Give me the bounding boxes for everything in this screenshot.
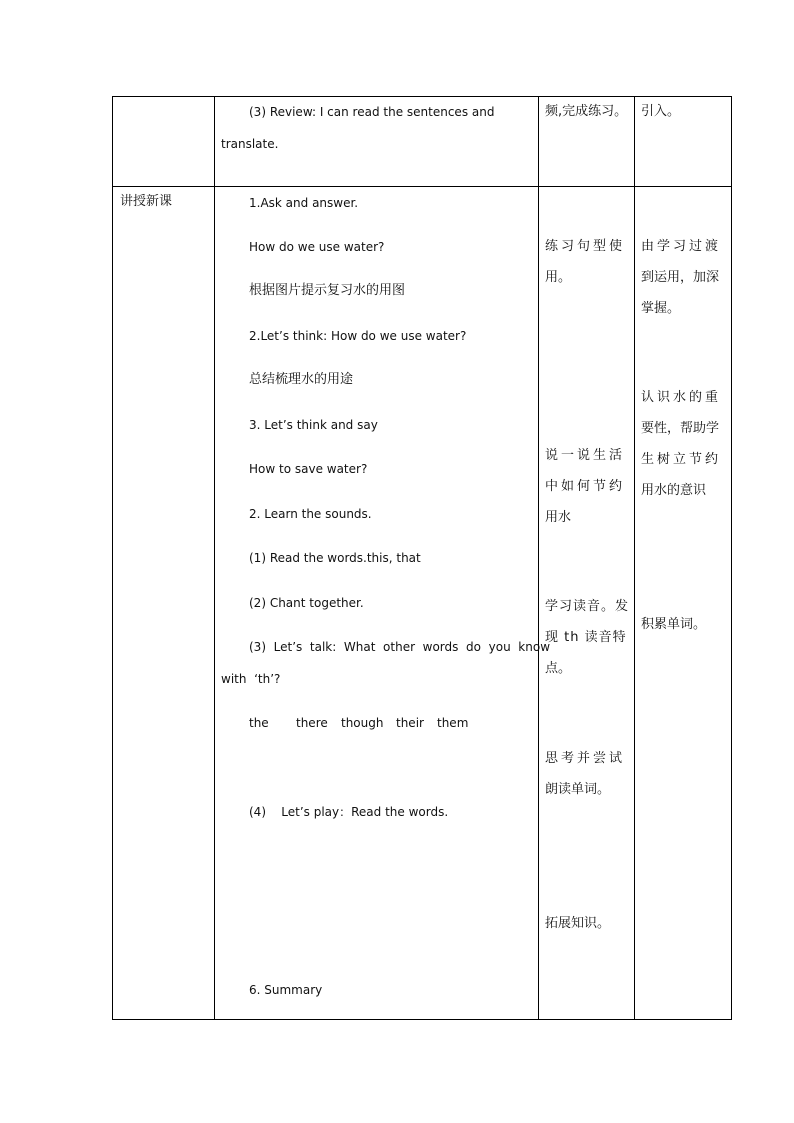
content-line: 2.Let’s think: How do we use water?: [249, 329, 467, 343]
content-line: (3) Let’s talk: What other words do you know: [249, 640, 551, 654]
content-line: 6. Summary: [249, 983, 323, 997]
activity-line: 用。: [545, 270, 572, 285]
row-divider: [112, 186, 732, 187]
activity-line: 拓展知识。: [545, 916, 611, 931]
activity-line: 现 th 读音特: [545, 630, 627, 645]
intent-line: 认识水的重: [641, 390, 722, 405]
th-word: though: [341, 716, 384, 730]
th-word: their: [396, 716, 424, 730]
activity-line: 点。: [545, 661, 572, 676]
activity-line: 思考并尝试: [545, 751, 626, 766]
intent-line: 积累单词。: [641, 617, 707, 632]
review-line-2: translate.: [221, 137, 279, 151]
intent-line: 生树立节约: [641, 452, 722, 467]
table-border-bottom: [112, 1019, 732, 1020]
content-line: (2) Chant together.: [249, 596, 364, 610]
content-line: 2. Learn the sounds.: [249, 507, 372, 521]
content-line: 3. Let’s think and say: [249, 418, 378, 432]
activity-line: 朗读单词。: [545, 782, 611, 797]
content-line: How do we use water?: [249, 240, 385, 254]
col-divider-1: [112, 96, 113, 1020]
content-line: 总结梳理水的用途: [249, 372, 354, 387]
intent-line: 用水的意识: [641, 483, 707, 498]
th-word: the: [249, 716, 269, 730]
row1-intent: 引入。: [641, 104, 681, 119]
col-divider-3: [538, 96, 539, 1020]
th-word: them: [437, 716, 469, 730]
col-divider-2: [214, 96, 215, 1020]
content-line: (4) Let’s play：Read the words.: [249, 805, 449, 819]
activity-line: 说一说生活: [545, 448, 626, 463]
review-line-1: (3) Review: I can read the sentences and: [249, 105, 495, 119]
col-divider-5: [731, 96, 732, 1020]
th-word: there: [296, 716, 328, 730]
intent-line: 由学习过渡: [641, 239, 722, 254]
intent-line: 到运用，加深: [641, 270, 720, 285]
content-line: with ‘th’?: [221, 672, 281, 686]
activity-line: 学习读音。发: [545, 599, 630, 614]
content-line: 根据图片提示复习水的用图: [249, 283, 406, 298]
table-border-top: [112, 96, 732, 97]
activity-line: 中如何节约: [545, 479, 626, 494]
row1-activity: 频,完成练习。: [545, 104, 628, 119]
content-line: 1.Ask and answer.: [249, 196, 359, 210]
stage-label: 讲授新课: [120, 194, 173, 209]
intent-line: 掌握。: [641, 301, 681, 316]
content-line: How to save water?: [249, 462, 368, 476]
col-divider-4: [634, 96, 635, 1020]
activity-line: 练习句型使: [545, 239, 626, 254]
intent-line: 要性，帮助学: [641, 421, 720, 436]
content-line: (1) Read the words.this, that: [249, 551, 421, 565]
activity-line: 用水: [545, 510, 572, 525]
